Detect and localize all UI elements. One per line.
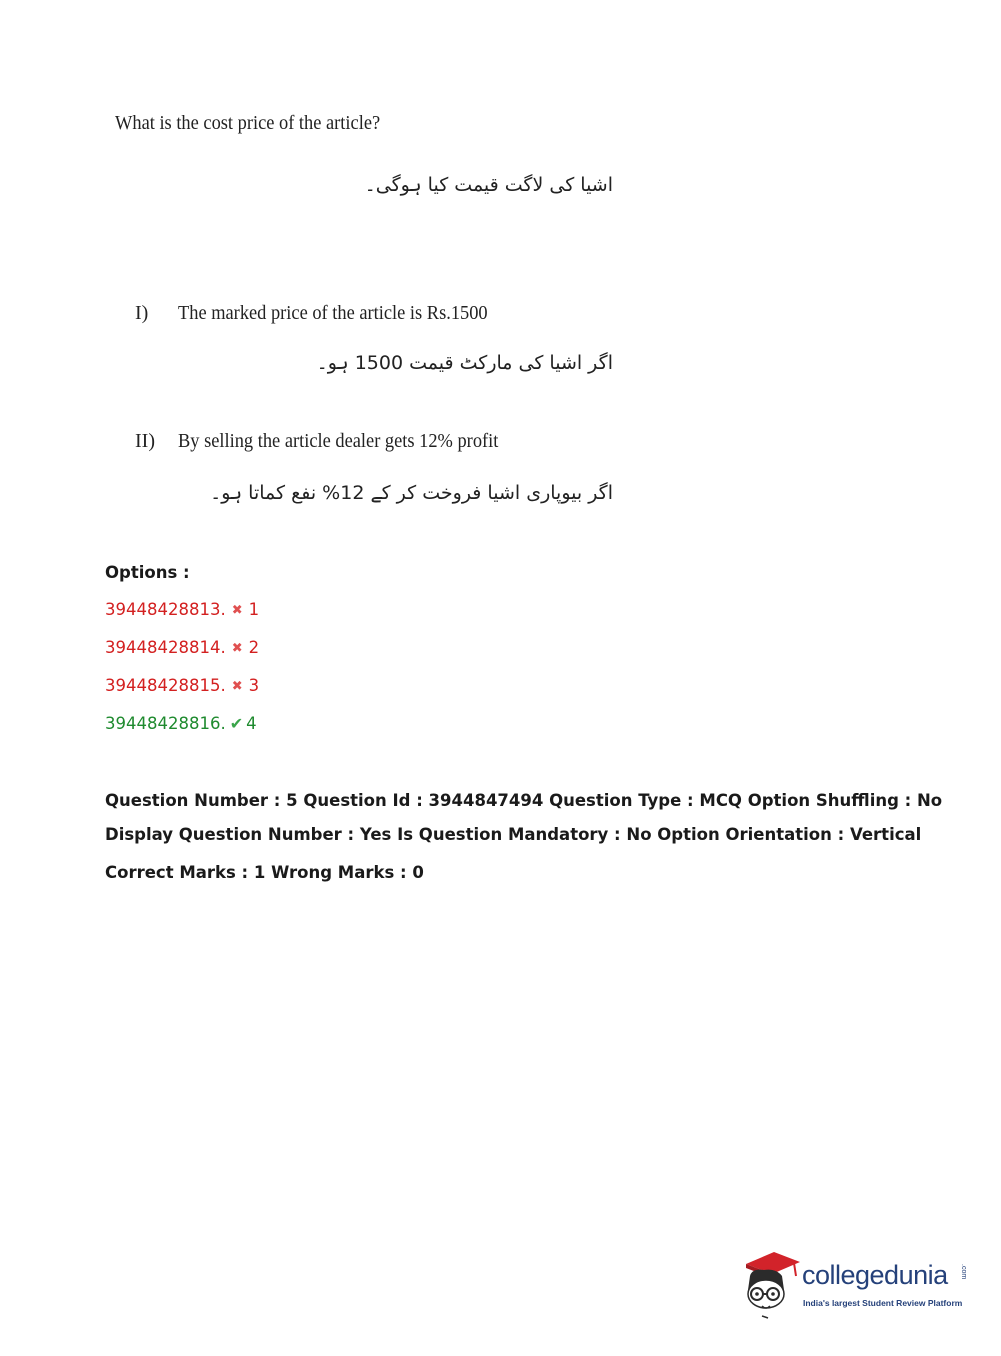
- cross-icon: ✖: [231, 641, 243, 656]
- option-value: 4: [246, 714, 257, 733]
- logo-suffix: .com: [960, 1264, 967, 1280]
- option-value: 2: [248, 638, 260, 657]
- question-meta-line-1: Question Number : 5 Question Id : 3944847494 Question Type : MCQ Option Shuffling : No: [105, 791, 943, 810]
- statement-2-english: By selling the article dealer gets 12% profit: [178, 430, 499, 452]
- option-row: [105, 714, 257, 733]
- option-row: [105, 600, 259, 619]
- option-id: 39448428813.: [105, 600, 226, 619]
- cross-icon: ✖: [231, 603, 243, 618]
- option-row: [105, 638, 259, 657]
- statement-2-number: II): [135, 430, 155, 452]
- option-id: 39448428815.: [105, 676, 226, 695]
- option-id: 39448428816.: [105, 714, 226, 733]
- check-icon: ✔: [229, 714, 244, 733]
- mascot-icon: [742, 1250, 802, 1322]
- option-row: [105, 676, 259, 695]
- statement-2-urdu: اگر بیوپاری اشیا فروخت کر کے 12% نفع کماتا ہو۔: [210, 482, 613, 504]
- logo-wordmark: collegedunia: [802, 1260, 948, 1290]
- option-id: 39448428814.: [105, 638, 226, 657]
- question-urdu: اشیا کی لاگت قیمت کیا ہوگی۔: [364, 174, 613, 196]
- logo-tagline: India's largest Student Review Platform: [803, 1298, 963, 1308]
- question-english: What is the cost price of the article?: [115, 112, 381, 134]
- question-meta-line-2: Display Question Number : Yes Is Question Mandatory : No Option Orientation : Vertical: [105, 825, 922, 844]
- statement-1-number: I): [135, 302, 149, 324]
- option-value: 3: [248, 676, 260, 695]
- cross-icon: ✖: [231, 679, 243, 694]
- collegedunia-logo: [742, 1250, 972, 1322]
- statement-1-urdu: اگر اشیا کی مارکٹ قیمت 1500 ہو۔: [316, 352, 613, 374]
- question-meta-line-3: Correct Marks : 1 Wrong Marks : 0: [105, 863, 424, 882]
- statement-1-english: The marked price of the article is Rs.1500: [178, 302, 488, 324]
- option-value: 1: [248, 600, 260, 619]
- options-label: Options :: [105, 563, 190, 582]
